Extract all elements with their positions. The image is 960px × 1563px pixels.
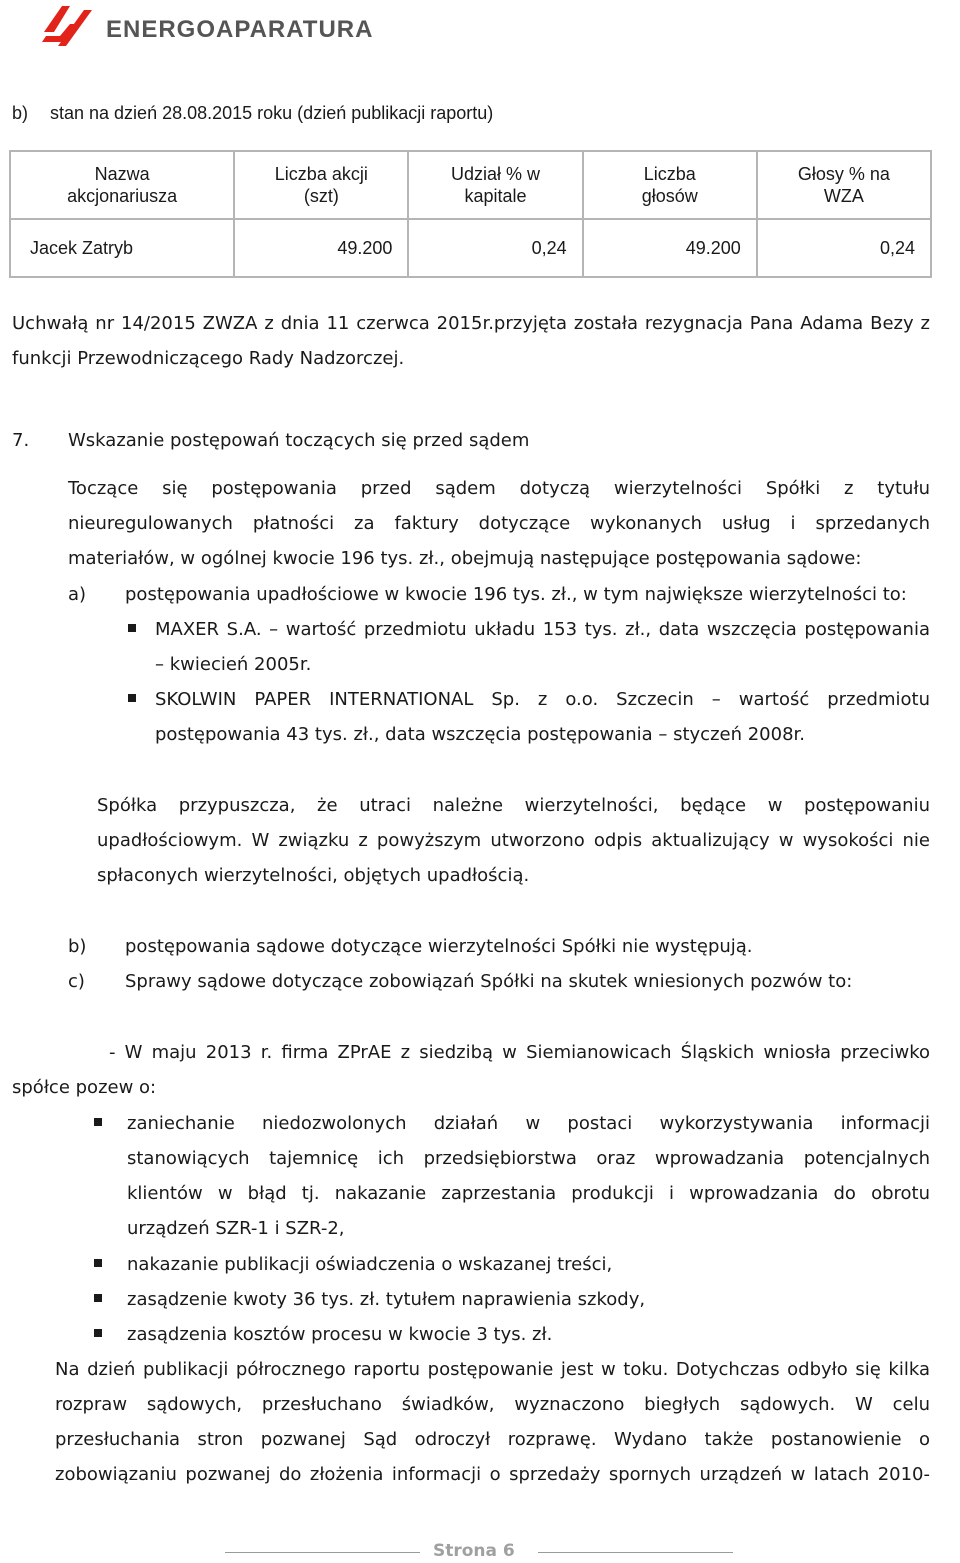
list-item-line: – kwiecień 2005r. [155, 654, 312, 675]
list-item [155, 688, 930, 747]
list-item-line: zaniechanie niedozwolonych działań w postaci wykorzystywania informacji [127, 1113, 930, 1134]
energoaparatura-logo-icon [40, 2, 96, 54]
section-7-title: Wskazanie postępowań toczących się przed sądem [68, 430, 530, 451]
list-item [127, 1112, 930, 1241]
status-line: zobowiązaniu pozwanej do złożenia informacji o sprzedaży spornych urządzeń w latach 2010- [55, 1464, 930, 1485]
note-line: spłaconych wierzytelności, objętych upadłością. [97, 865, 530, 886]
list-item-line: stanowiących tajemnicę ich przedsiębiorstwa oraz wprowadzania potencjalnych [127, 1148, 930, 1169]
item-b-marker: b) [68, 936, 87, 957]
section-7-intro [68, 477, 930, 571]
bullet-square-icon [94, 1259, 102, 1267]
status-line: rozpraw sądowych, przesłuchano świadków, wyznaczono biegłych sądowych. W celu [55, 1394, 930, 1415]
lawsuit-intro [109, 1041, 930, 1065]
bullet-square-icon [94, 1294, 102, 1302]
brand-name: ENERGOAPARATURA [106, 16, 374, 43]
lawsuit-line: spółce pozew o: [12, 1077, 157, 1098]
lawsuit-line: - W maju 2013 r. firma ZPrAE z siedzibą w Siemianowicach Śląskich wniosła przeciwko [109, 1042, 930, 1063]
header-vote-count: Liczba głosów [583, 151, 757, 219]
cell-vote-count: 49.200 [583, 219, 757, 277]
bullet-square-icon [94, 1118, 102, 1126]
list-item-line: urządzeń SZR-1 i SZR-2, [127, 1218, 345, 1239]
resolution-paragraph [12, 312, 930, 371]
cell-share-count: 49.200 [234, 219, 408, 277]
note-line: Spółka przypuszcza, że utraci należne wierzytelności, będące w postępowaniu [97, 795, 930, 816]
item-a-text: postępowania upadłościowe w kwocie 196 tys. zł., w tym największe wierzytelności to: [125, 584, 907, 605]
header-vote-share: Głosy % na WZA [757, 151, 931, 219]
bankruptcy-note [97, 794, 930, 888]
table-row [10, 219, 931, 277]
bullet-square-icon [128, 694, 136, 702]
note-line: upadłościowym. W związku z powyższym utworzono odpis aktualizujący w wysokości nie [97, 830, 930, 851]
list-item [155, 618, 930, 677]
section-b-marker: b) [12, 103, 29, 123]
header-share-count: Liczba akcji (szt) [234, 151, 408, 219]
intro-line: materiałów, w ogólnej kwocie 196 tys. zł., obejmują następujące postępowania sądowe: [68, 548, 862, 569]
shareholder-table [9, 150, 932, 278]
resolution-line: Uchwałą nr 14/2015 ZWZA z dnia 11 czerwca 2015r.przyjęta została rezygnacja Pana Adama Bezy z [12, 313, 930, 334]
item-c-marker: c) [68, 971, 85, 992]
cell-shareholder-name: Jacek Zatryb [10, 219, 234, 277]
table-header-row [10, 151, 931, 219]
proceedings-status [55, 1358, 930, 1487]
status-line: Na dzień publikacji półrocznego raportu postępowanie jest w toku. Dotychczas odbyło się kilka [55, 1359, 930, 1380]
list-item-line: MAXER S.A. – wartość przedmiotu układu 153 tys. zł., data wszczęcia postępowania [155, 619, 930, 640]
company-logo [40, 2, 374, 54]
section-b-title: stan na dzień 28.08.2015 roku (dzień publikacji raportu) [50, 103, 494, 123]
list-item: zasądzenia kosztów procesu w kwocie 3 tys. zł. [127, 1324, 553, 1345]
section-7-number: 7. [12, 430, 30, 451]
footer-divider-left [225, 1552, 420, 1553]
list-item-line: postępowania 43 tys. zł., data wszczęcia postępowania – styczeń 2008r. [155, 724, 806, 745]
cell-capital-share: 0,24 [408, 219, 582, 277]
item-b-text: postępowania sądowe dotyczące wierzytelności Spółki nie występują. [125, 936, 753, 957]
header-shareholder-name: Nazwa akcjonariusza [10, 151, 234, 219]
cell-vote-share: 0,24 [757, 219, 931, 277]
list-item: nakazanie publikacji oświadczenia o wskazanej treści, [127, 1254, 613, 1275]
intro-line: Toczące się postępowania przed sądem dotyczą wierzytelności Spółki z tytułu [68, 478, 930, 499]
resolution-line: funkcji Przewodniczącego Rady Nadzorczej. [12, 348, 405, 369]
footer-divider-right [538, 1552, 733, 1553]
list-item-line: klientów w błąd tj. nakazanie zaprzestania produkcji i wprowadzania do obrotu [127, 1183, 930, 1204]
bullet-square-icon [94, 1329, 102, 1337]
item-c-text: Sprawy sądowe dotyczące zobowiązań Spółki na skutek wniesionych pozwów to: [125, 971, 853, 992]
header-capital-share: Udział % w kapitale [408, 151, 582, 219]
list-item: zasądzenie kwoty 36 tys. zł. tytułem naprawienia szkody, [127, 1289, 646, 1310]
intro-line: nieuregulowanych płatności za faktury dotyczące wykonanych usług i sprzedanych [68, 513, 930, 534]
status-line: przesłuchania stron pozwanej Sąd odroczył rozprawę. Wydano także postanowienie o [55, 1429, 930, 1450]
list-item-line: SKOLWIN PAPER INTERNATIONAL Sp. z o.o. Szczecin – wartość przedmiotu [155, 689, 930, 710]
item-a-marker: a) [68, 584, 87, 605]
page-number: Strona 6 [433, 1541, 515, 1561]
bullet-square-icon [128, 624, 136, 632]
